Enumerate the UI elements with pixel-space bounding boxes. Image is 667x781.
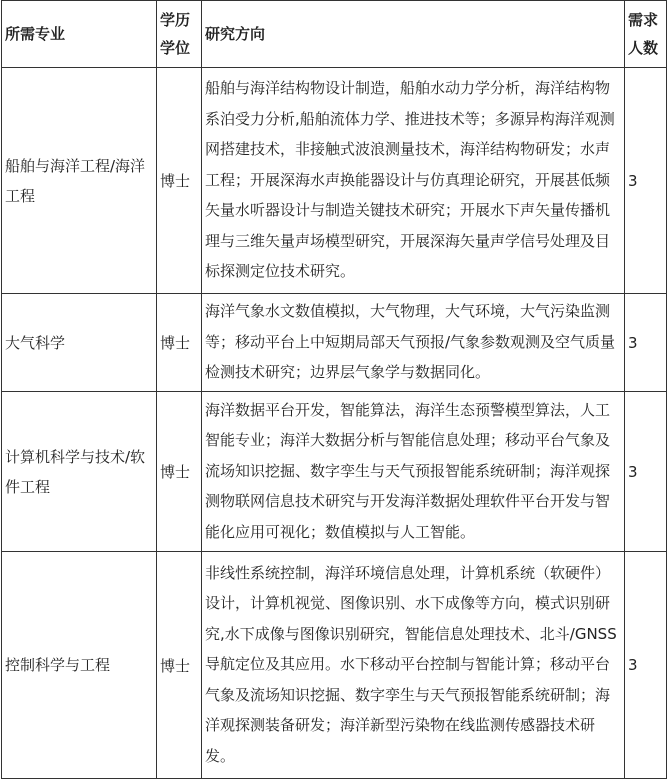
table-row — [2, 392, 667, 552]
major-cell: 大气科学 — [2, 294, 157, 392]
count-cell: 3 — [625, 294, 667, 392]
table-row — [2, 68, 667, 294]
header-count: 需求人数 — [625, 1, 667, 68]
header-degree: 学历学位 — [157, 1, 202, 68]
recruitment-table — [1, 0, 667, 779]
research-cell: 船舶与海洋结构物设计制造，船舶水动力学分析，海洋结构物系泊受力分析,船舶流体力学、推进技术等；多源异构海洋观测网搭建技术，非接触式波浪测量技术，海洋结构物研发；水声工程；开展深海水声换能器设计与仿真理论研究，开展甚低频矢量水听器设计与制造关键技术研究；开展水下声矢量传播机理与三维矢量声场模型研究，开展深海矢量声学信号处理及目标探测定位技术研究。 — [202, 68, 625, 294]
header-row — [2, 1, 667, 68]
degree-cell: 博士 — [157, 68, 202, 294]
header-major: 所需专业 — [2, 1, 157, 68]
research-cell: 非线性系统控制，海洋环境信息处理，计算机系统（软硬件）设计，计算机视觉、图像识别、水下成像等方向，模式识别研究,水下成像与图像识别研究，智能信息处理技术、北斗/GNSS导航定位及其应用。水下移动平台控制与智能计算；移动平台气象及流场知识挖掘、数字孪生与天气预报智能系统研制；海洋观探测装备研发；海洋新型污染物在线监测传感器技术研发。 — [202, 552, 625, 779]
table-row — [2, 294, 667, 392]
count-cell: 3 — [625, 552, 667, 779]
count-cell: 3 — [625, 392, 667, 552]
count-cell: 3 — [625, 68, 667, 294]
major-cell: 计算机科学与技术/软件工程 — [2, 392, 157, 552]
degree-cell: 博士 — [157, 392, 202, 552]
research-cell: 海洋数据平台开发，智能算法，海洋生态预警模型算法，人工智能专业；海洋大数据分析与智能信息处理；移动平台气象及流场知识挖掘、数字孪生与天气预报智能系统研制；海洋观探测物联网信息技术研究与开发海洋数据处理软件平台开发与智能化应用可视化；数值模拟与人工智能。 — [202, 392, 625, 552]
table-row — [2, 552, 667, 779]
major-cell: 船舶与海洋工程/海洋工程 — [2, 68, 157, 294]
header-research: 研究方向 — [202, 1, 625, 68]
degree-cell: 博士 — [157, 552, 202, 779]
degree-cell: 博士 — [157, 294, 202, 392]
major-cell: 控制科学与工程 — [2, 552, 157, 779]
research-cell: 海洋气象水文数值模拟，大气物理，大气环境，大气污染监测等；移动平台上中短期局部天气预报/气象参数观测及空气质量检测技术研究；边界层气象学与数据同化。 — [202, 294, 625, 392]
